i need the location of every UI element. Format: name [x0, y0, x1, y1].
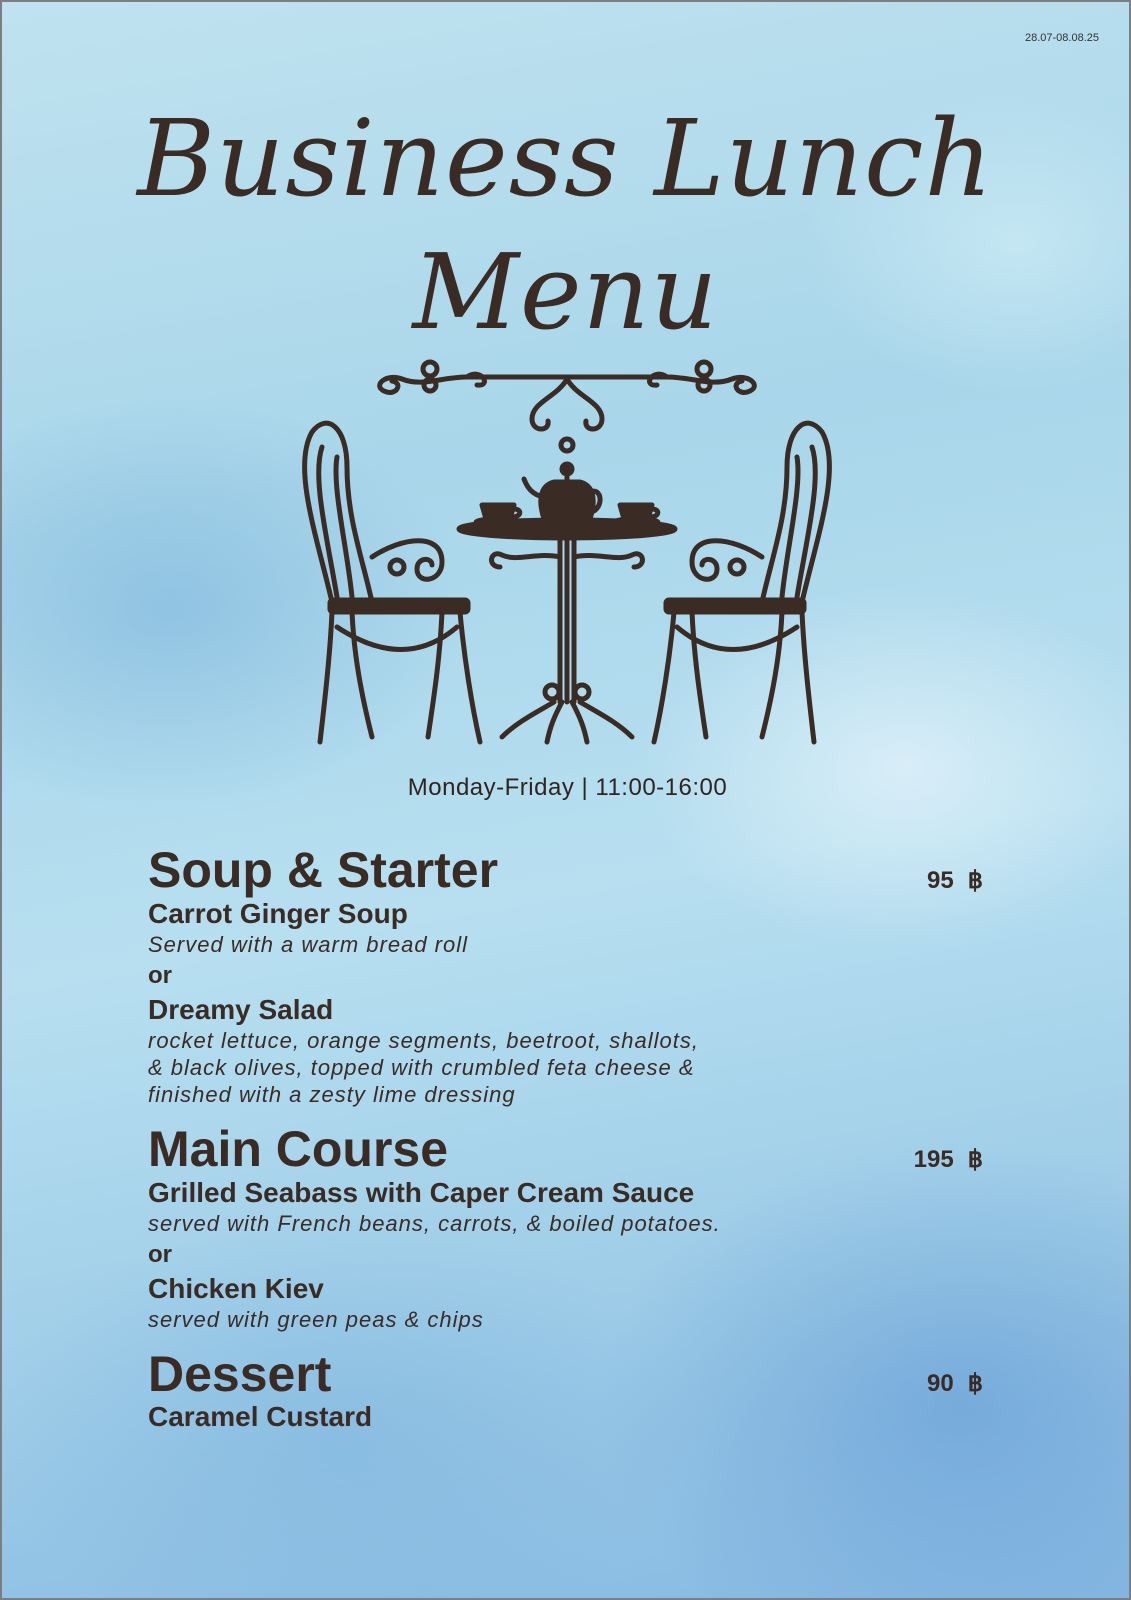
section-title-dessert: Dessert [148, 1346, 332, 1402]
price-soup-starter [863, 866, 983, 895]
menu-item-description: & black olives, topped with crumbled feta cheese & [148, 1055, 695, 1080]
bistro-table-and-chairs-icon [292, 357, 842, 757]
menu-item-name: Dreamy Salad [148, 994, 334, 1025]
or-separator: or [148, 962, 172, 989]
price-main-course [863, 1145, 983, 1174]
menu-item-name: Caramel Custard [148, 1401, 373, 1432]
menu-item-description: served with green peas & chips [148, 1307, 484, 1332]
or-separator: or [148, 1241, 172, 1268]
currency-symbol: ฿ [967, 867, 983, 894]
flourish-ornament [380, 362, 755, 451]
menu-item-description: Served with a warm bread roll [148, 932, 469, 957]
right-chair [654, 423, 829, 742]
menu-item-description: finished with a zesty lime dressing [148, 1082, 516, 1107]
table-with-teapot [459, 464, 675, 742]
menu-item-name: Grilled Seabass with Caper Cream Sauce [148, 1177, 695, 1208]
price-value: 90 [927, 1370, 954, 1397]
currency-symbol: ฿ [967, 1370, 983, 1397]
price-dessert [863, 1369, 983, 1398]
menu-item-name: Chicken Kiev [148, 1273, 324, 1304]
section-title-main-course: Main Course [148, 1121, 449, 1177]
date-code: 28.07-08.08.25 [1024, 32, 1099, 44]
price-value: 95 [927, 867, 954, 894]
section-title-soup-starter: Soup & Starter [148, 842, 499, 898]
menu-item-description: rocket lettuce, orange segments, beetroot, shallots, [148, 1028, 699, 1053]
currency-symbol: ฿ [967, 1146, 983, 1173]
menu-title-line-1: Business Lunch [137, 97, 994, 220]
menu-item-name: Carrot Ginger Soup [148, 898, 408, 929]
menu-item-description: served with French beans, carrots, & boiled potatoes. [148, 1211, 721, 1236]
opening-hours: Monday-Friday | 11:00-16:00 [407, 774, 728, 801]
left-chair [305, 423, 480, 742]
menu-title-line-2: Menu [412, 231, 719, 353]
price-value: 195 [913, 1146, 954, 1173]
